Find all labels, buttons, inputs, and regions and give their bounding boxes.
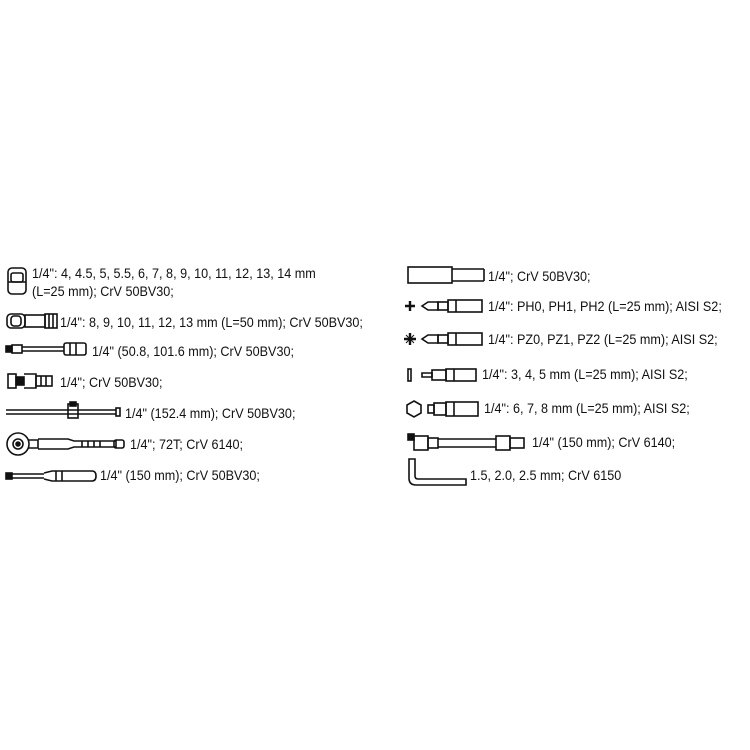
bit-adapter-icon xyxy=(406,264,486,286)
t-bar-handle-icon xyxy=(4,400,122,424)
extension-bar-spec: 1/4" (50.8, 101.6 mm); CrV 50BV30; xyxy=(92,343,294,359)
spinner-handle-icon xyxy=(4,464,98,488)
socket-spec-line1: 1/4": 4, 4.5, 5, 5.5, 6, 7, 8, 9, 10, 11, 12, 13, 14 mm xyxy=(32,265,316,281)
hex-bit-icon xyxy=(404,397,482,421)
socket-icon xyxy=(6,266,28,296)
phillips-bit-spec: 1/4": PH0, PH1, PH2 (L=25 mm); AISI S2; xyxy=(488,298,722,314)
hex-bit-spec: 1/4": 6, 7, 8 mm (L=25 mm); AISI S2; xyxy=(484,400,690,416)
ratchet-handle-spec: 1/4"; 72T; CrV 6140; xyxy=(130,436,244,452)
pozidriv-bit-spec: 1/4": PZ0, PZ1, PZ2 (L=25 mm); AISI S2; xyxy=(488,331,718,347)
flat-bit-spec: 1/4": 3, 4, 5 mm (L=25 mm); AISI S2; xyxy=(482,366,688,382)
flexible-extension-spec: 1/4" (150 mm); CrV 6140; xyxy=(532,434,676,450)
universal-joint-icon xyxy=(6,370,58,392)
bit-adapter-spec: 1/4"; CrV 50BV30; xyxy=(488,268,591,284)
socket-spec-line2: (L=25 mm); CrV 50BV30; xyxy=(32,283,174,299)
universal-joint-spec: 1/4"; CrV 50BV30; xyxy=(60,374,163,390)
extension-bar-icon xyxy=(4,338,92,362)
t-bar-handle-spec: 1/4" (152.4 mm); CrV 50BV30; xyxy=(125,405,296,421)
spinner-handle-spec: 1/4" (150 mm); CrV 50BV30; xyxy=(100,467,260,483)
pozidriv-bit-icon xyxy=(404,329,486,349)
flat-bit-icon xyxy=(404,365,480,385)
deep-socket-icon xyxy=(6,312,58,330)
ratchet-handle-icon xyxy=(4,430,128,460)
hex-key-spec: 1.5, 2.0, 2.5 mm; CrV 6150 xyxy=(470,467,622,483)
hex-key-icon xyxy=(404,456,468,490)
deep-socket-spec: 1/4": 8, 9, 10, 11, 12, 13 mm (L=50 mm); CrV 50BV30; xyxy=(60,314,363,330)
phillips-bit-icon xyxy=(404,296,486,316)
flexible-extension-icon xyxy=(404,430,530,454)
